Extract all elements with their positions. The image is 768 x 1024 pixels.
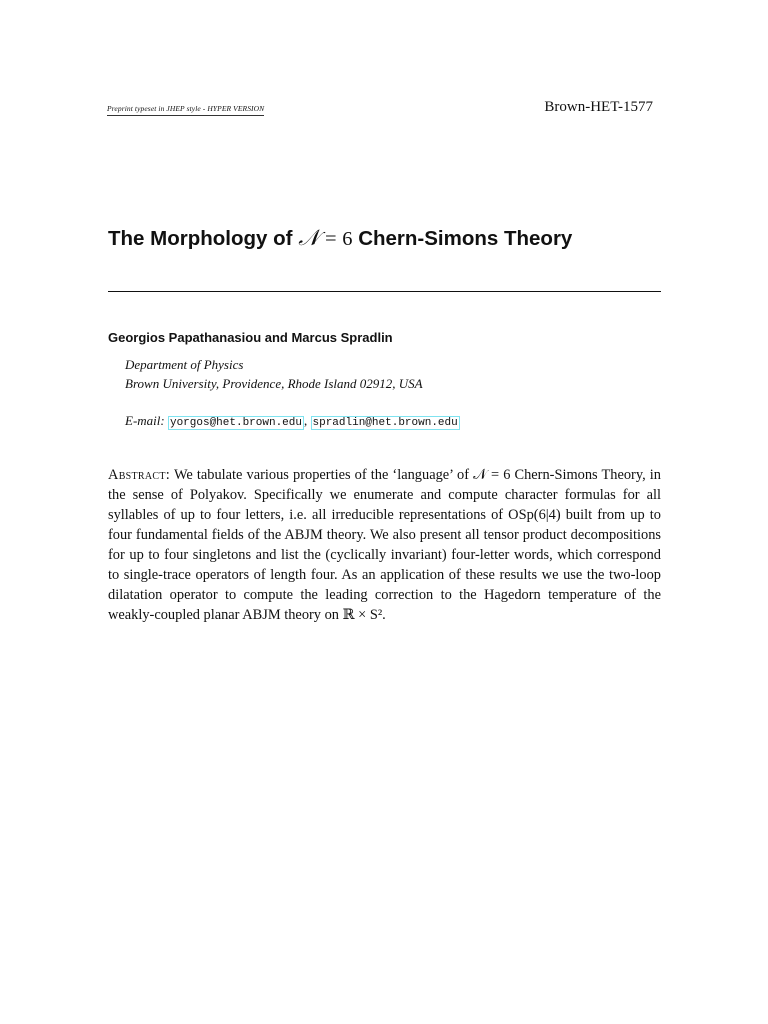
title-math-value: 6 — [342, 228, 353, 250]
title-math-operator: = — [324, 228, 337, 250]
report-number: Brown-HET-1577 — [544, 99, 653, 115]
email-link-papathanasiou[interactable]: yorgos@het.brown.edu — [169, 417, 302, 429]
author-list: Georgios Papathanasiou and Marcus Spradlin — [108, 330, 393, 345]
email-link-spradlin[interactable]: spradlin@het.brown.edu — [312, 417, 458, 429]
email-line — [125, 413, 460, 429]
abstract-label: Abstract: — [108, 467, 171, 483]
preprint-note: Preprint typeset in JHEP style - HYPER VERSION — [107, 104, 264, 116]
affiliation-department: Department of Physics — [125, 357, 244, 372]
title-math-symbol: 𝒩 — [298, 225, 320, 250]
title-divider — [108, 291, 661, 292]
title-text-before: The Morphology of — [108, 227, 293, 250]
abstract-text: We tabulate various properties of the ‘language’ of 𝒩 = 6 Chern-Simons Theory, in the sense of Polyakov. Specifically we enumerate and compute character formulas for all syllables of up to four letters, i.e. all irreducible representations of OSp(6|4) built from up to four fundamental fields of the ABJM theory. We also present all tensor product decompositions for up to four singletons and list the (cyclically invariant) four-letter words, which correspond to single-trace operators of length four. As an application of these results we use the two-loop dilatation operator to compute the leading correction to the Hagedorn temperature of the weakly-coupled planar ABJM theory on ℝ × S². — [108, 467, 662, 623]
email-label: E-mail: — [125, 413, 165, 428]
abstract — [108, 465, 661, 625]
paper-title — [108, 225, 572, 251]
affiliation-address: Brown University, Providence, Rhode Island 02912, USA — [125, 376, 423, 391]
email-separator: , — [304, 413, 308, 428]
title-text-after: Chern-Simons Theory — [358, 227, 573, 250]
